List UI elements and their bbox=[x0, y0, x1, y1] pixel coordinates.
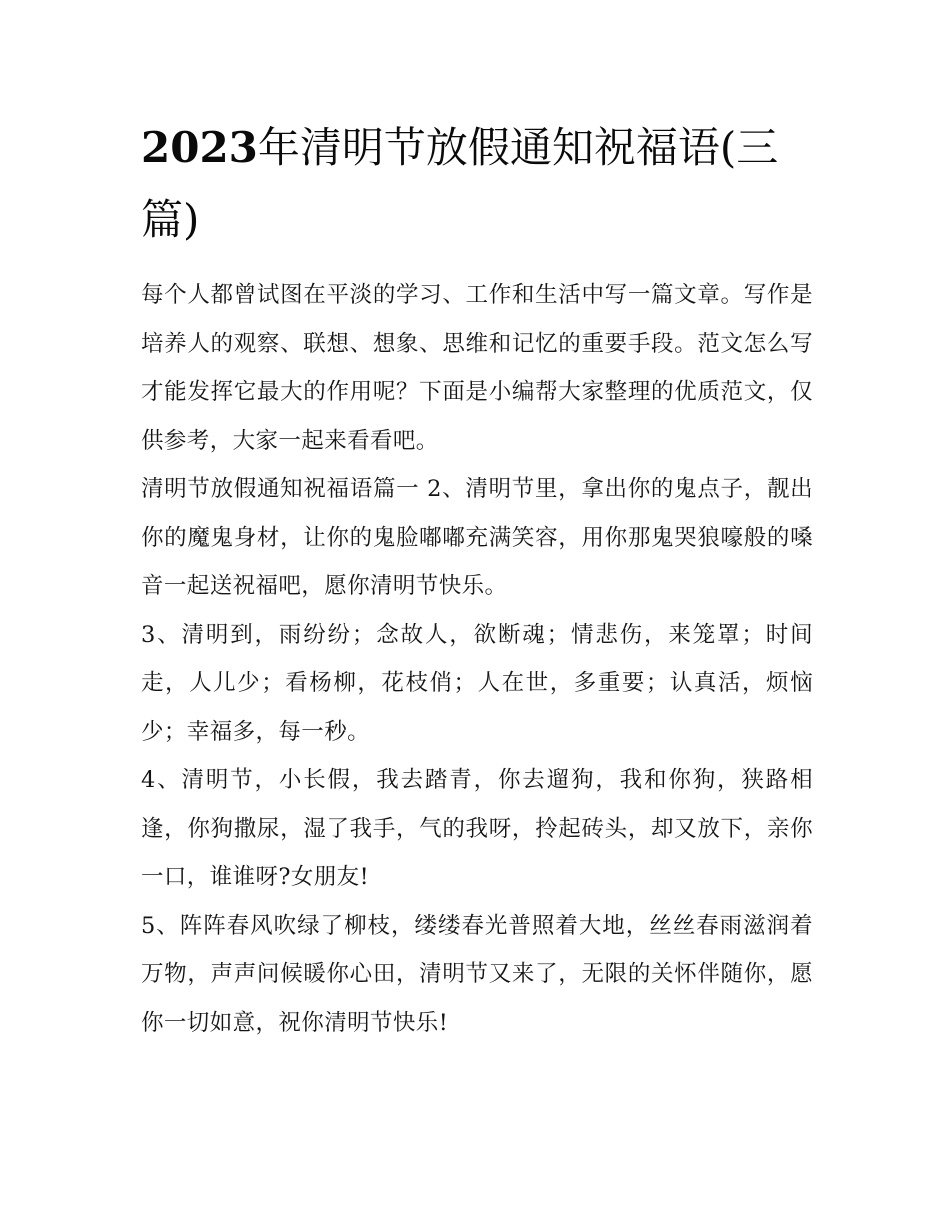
blessing-paragraph-2: 清明节放假通知祝福语篇一 2、清明节里，拿出你的鬼点子，靓出你的魔鬼身材，让你的鬼脸嘟嘟充满笑容，用你那鬼哭狼嚎般的嗓音一起送祝福吧，愿你清明节快乐。 bbox=[141, 476, 813, 599]
blessing-paragraph-4: 4、清明节，小长假，我去踏青，你去遛狗，我和你狗，狭路相逢，你狗撒尿，湿了我手，气的我呀，拎起砖头，却又放下，亲你一口，谁谁呀?女朋友! bbox=[141, 767, 813, 890]
title-year: 2023 bbox=[141, 123, 258, 172]
blessing-paragraph-3: 3、清明到，雨纷纷；念故人，欲断魂；情悲伤，来笼罩；时间走，人儿少；看杨柳，花枝俏；人在世，多重要；认真活，烦恼少；幸福多，每一秒。 bbox=[141, 621, 813, 745]
title-text: 年清明节放假通知祝福语(三篇) bbox=[141, 123, 779, 244]
intro-paragraph: 每个人都曾试图在平淡的学习、工作和生活中写一篇文章。写作是培养人的观察、联想、想象、思维和记忆的重要手段。范文怎么写才能发挥它最大的作用呢？下面是小编帮大家整理的优质范文，仅供参考，大家一起来看看吧。 bbox=[141, 282, 813, 454]
document-title bbox=[141, 112, 813, 256]
blessing-paragraph-5: 5、阵阵春风吹绿了柳枝，缕缕春光普照着大地，丝丝春雨滋润着万物，声声问候暖你心田，清明节又来了，无限的关怀伴随你，愿你一切如意，祝你清明节快乐! bbox=[141, 912, 813, 1036]
document-page bbox=[141, 112, 813, 1047]
